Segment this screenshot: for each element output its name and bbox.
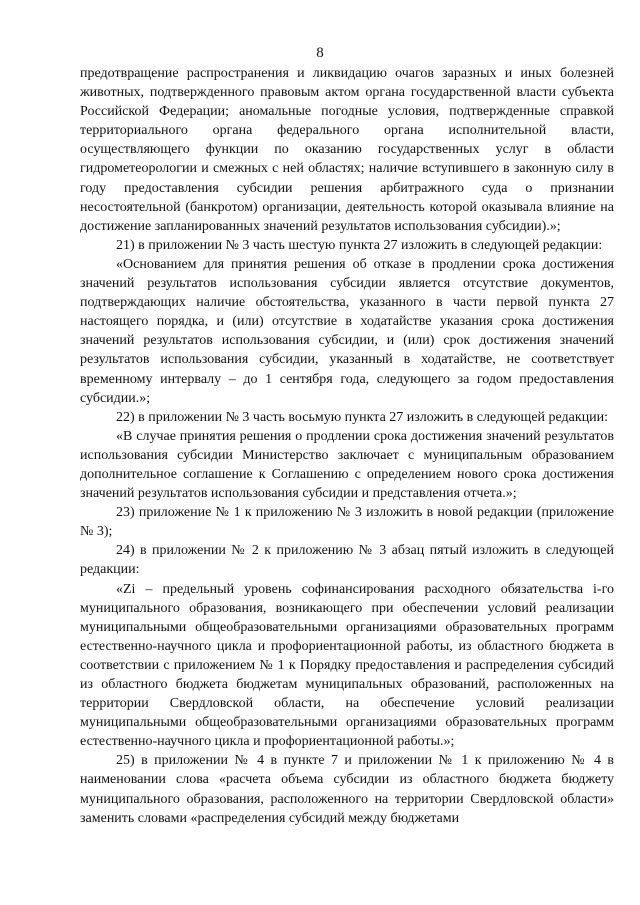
document-body (80, 64, 614, 828)
paragraph-quote-22: «В случае принятия решения о продлении срока достижения значений результатов использования субсидии Министерство заключает с муниципальным образованием дополнительное соглашение к Соглашению с определением нового срока достижения значений результатов использования субсидии и представления отчета.»; (80, 428, 614, 502)
paragraph-item-23: 23) приложение № 1 к приложению № 3 изложить в новой редакции (приложение № 3); (80, 505, 614, 540)
paragraph-continuation: предотвращение распространения и ликвидацию очагов заразных и иных болезней животных, подтвержденного правовым актом органа государственной власти субъекта Российской Федерации; аномальные погодные условия, подтвержденные справкой территориального органа федерального органа исполнительной власти, осуществляющего функции по оказанию государственных услуг в области гидрометеорологии и смежных с ней областях; наличие вступившего в законную силу в году предоставления субсидии решения арбитражного суда о признании несостоятельной (банкротом) организации, деятельность которой оказывала влияние на достижение запланированных значений результатов использования субсидии).»; (80, 66, 614, 234)
paragraph-item-21: 21) в приложении № 3 часть шестую пункта 27 изложить в следующей редакции: (116, 237, 603, 253)
paragraph-item-22: 22) в приложении № 3 часть восьмую пункта 27 изложить в следующей редакции: (116, 409, 609, 425)
paragraph-quote-24: «Zi – предельный уровень софинансирования расходного обязательства i-го муниципального образования, возникающего при обеспечении условий реализации муниципальными общеобразовательными организациями образовательных программ естественно-научного цикла и профориентационной работы, из областного бюджета в соответствии с приложением № 1 к Порядку предоставления и распределения субсидий из областного бюджета бюджетам муниципальных образований, расположенных на территории Свердловской области, на обеспечение условий реализации муниципальными общеобразовательными организациями образовательных программ естественно-научного цикла и профориентационной работы.»; (80, 581, 614, 750)
page-number: 8 (316, 45, 324, 61)
paragraph-item-25: 25) в приложении № 4 в пункте 7 и приложении № 1 к приложению № 4 в наименовании слова «расчета объема субсидии из областного бюджета бюджету муниципального образования, расположенного на территории Свердловской области» заменить словами «распределения субсидий между бюджетами (80, 753, 614, 826)
paragraph-item-24: 24) в приложении № 2 к приложению № 3 абзац пятый изложить в следующей редакции: (80, 543, 614, 578)
paragraph-quote-21: «Основанием для принятия решения об отказе в продлении срока достижения значений результатов использования субсидии является отсутствие документов, подтверждающих наличие обстоятельства, указанного в части первой пункта 27 настоящего порядка, и (или) отсутствие в ходатайстве указания срока достижения значений результатов использования субсидии, и (или) срок достижения значений результатов использования субсидии, указанный в ходатайстве, не соответствует временному интервалу – до 1 сентября года, следующего за годом предоставления субсидии.»; (80, 256, 614, 406)
